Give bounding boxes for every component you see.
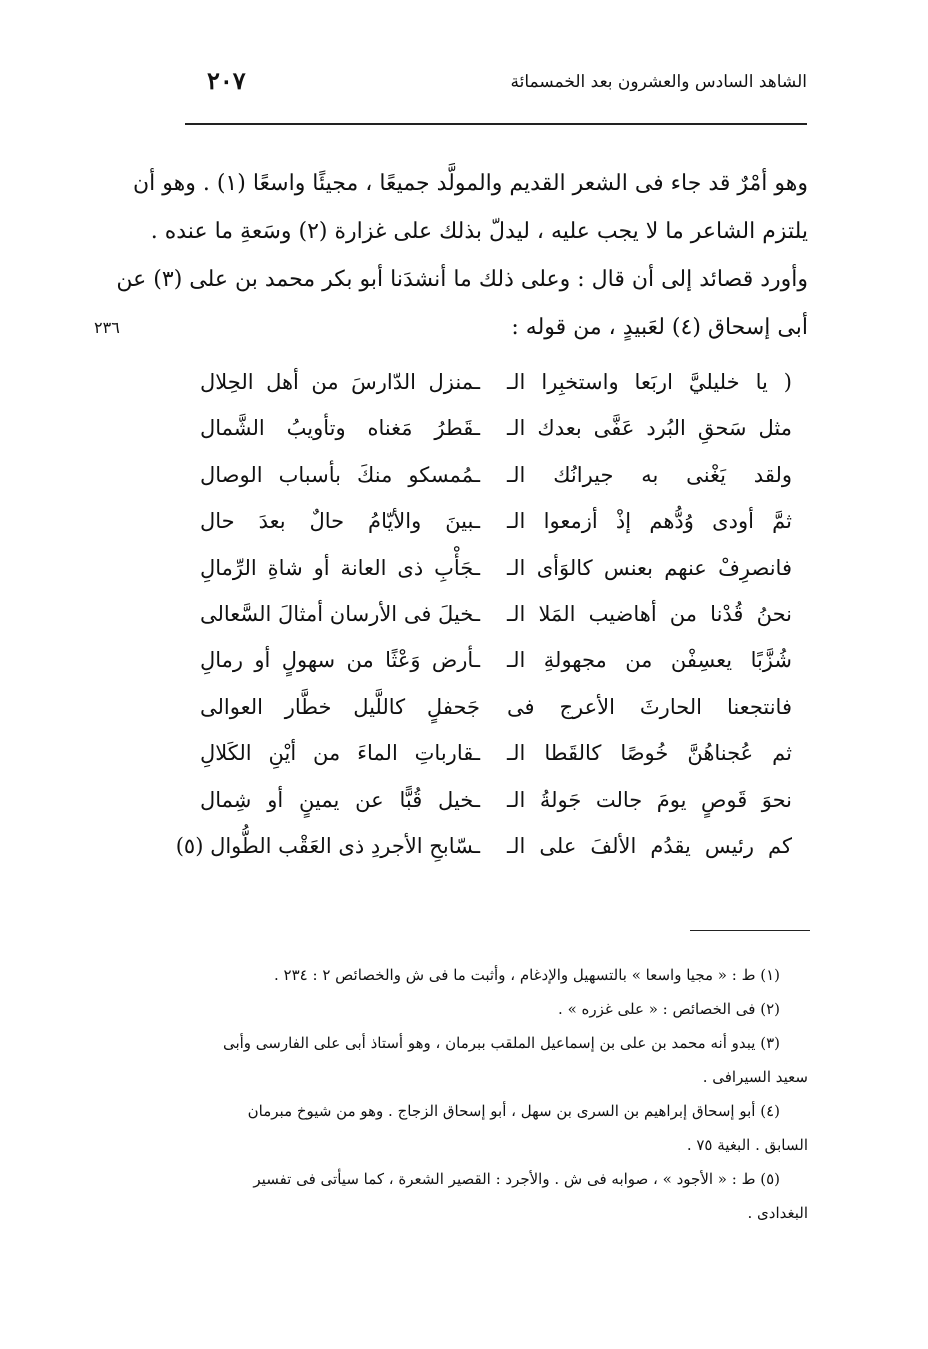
footnote-line: (٣) يبدو أنه محمد بن على بن إسماعيل الملقب ببرمان ، وهو أستاذ أبى على الفارسى وأبى [222,1034,780,1052]
verse-first-hemistich: مثل سَحقِ البُرد عَفَّى بعدك الـ [507,416,792,441]
poem [175,370,792,880]
verse-first-hemistich: كم رئيس يقدُم الألفَ على الـ [507,833,792,858]
verse-second-hemistich: ـقارباتِ الماءَ من أيْنِ الكَلالِ [200,741,480,766]
verse-first-hemistich: فانصرِفْ عنهم بعنس كالوَأى الـ [507,555,792,580]
verse-first-hemistich: شُزَّبًا يعسِفْن من مجهولةِ الـ [507,648,792,673]
running-header [185,66,807,106]
body-line: وهو أمْرٌ قد جاء فى الشعر القديم والمولَّد جميعًا ، مجيئًا واسعًا (١) . وهو أن [133,171,808,196]
footnote-line: (٤) أبو إسحاق إبراهيم بن السرى بن سهل ، أبو إسحاق الزجاج . وهو من شيوخ مبرمان [247,1102,780,1120]
footnote-3 [168,1026,808,1094]
poem-verse [200,648,792,694]
verse-first-hemistich: ( يا خليليَّ اربَعا واستخبِرا الـ [507,370,792,394]
body-paragraph [116,160,808,352]
poem-verse [200,370,792,416]
footnote-line: البغدادى . [747,1204,808,1222]
poem-verse [200,556,792,602]
poem-verse [200,741,792,787]
margin-page-reference: ٢٣٦ [94,318,120,337]
footnote-1 [168,958,808,992]
verse-first-hemistich: ثم عُجناهُنَّ خُوصًا كالقَطا الـ [507,741,792,766]
footnote-4 [168,1094,808,1162]
body-line: وأورد قصائد إلى أن قال : وعلى ذلك ما أنشدَنا أبو بكر محمد بن على (٣) عن [116,267,808,292]
body-line: يلتزم الشاعر ما لا يجب عليه ، ليدلّ بذلك على غزارة (٢) وسَعةِ ما عنده . [150,219,808,244]
poem-verse [200,416,792,462]
verse-second-hemistich: ـخيلَ فى الأرسان أمثالَ السَّعالى [199,601,480,626]
poem-verse [200,509,792,555]
verse-second-hemistich: جَحفلٍ كاللَّيل خطَّار العوالى [200,694,480,719]
verse-second-hemistich: ـقَطرُ مَغناه وتأويبُ الشَّمال [200,416,480,441]
poem-verse [200,602,792,648]
footnote-5 [168,1162,808,1230]
footnote-2 [168,992,808,1026]
poem-verse [200,695,792,741]
page-number: ٢٠٧ [207,66,246,95]
verse-second-hemistich: ـبينَ والأيّامُ حالٌ بعدَ حال [200,509,480,534]
verse-second-hemistich: ـخيل قُبًّا عن يمينٍ أو شِمال [200,787,480,812]
header-rule [185,123,807,125]
verse-second-hemistich: ـسّابحِ الأجردِ ذى العَقْب الطُّوال (٥) [175,833,480,858]
poem-verse [175,833,792,880]
running-title: الشاهد السادس والعشرون بعد الخمسمائة [510,72,807,92]
verse-second-hemistich: ـأرض وَعْثًا من سهولٍ أو رمالِ [200,648,480,673]
poem-verse [200,788,792,834]
footnote-line: (٢) فى الخصائص : « على غزره » . [558,1000,780,1018]
verse-first-hemistich: ولقد يَغْنى به جيرانُك الـ [507,462,792,487]
poem-verse [200,463,792,509]
verse-first-hemistich: فانتجعنا الحارثَ الأعرج فى [507,694,792,719]
footnote-line: السابق . البغية ٧٥ . [686,1136,808,1154]
verse-second-hemistich: ـمنزل الدّارسَ من أهل الحِلال [200,370,480,394]
footnote-line: (١) ط : « مجيا واسعا » بالتسهيل والإدغام ، وأثبت ما فى ش والخصائص ٢ : ٢٣٤ . [274,966,780,984]
footnote-line: سعيد السيرافى . [702,1068,808,1086]
verse-first-hemistich: ثمَّ أودى وُدُّهم إذْ أزمعوا الـ [507,509,792,534]
footnote-separator [690,930,810,931]
footnote-line: (٥) ط : « الأجود » ، صوابه فى ش . والأجرد : القصير الشعرة ، كما سيأتى فى تفسير [253,1170,780,1188]
verse-first-hemistich: نحوَ قَوصٍ يومَ جالت جَولةُ الـ [507,787,792,812]
footnotes [168,958,808,1230]
verse-second-hemistich: ـجَأْبِ ذى العانة أو شاةِ الرِّمالِ [200,555,480,580]
verse-second-hemistich: ـمُمسكو منكَ بأسباب الوصال [200,462,480,487]
body-line: أبى إسحاق (٤) لعَبيدٍ ، من قوله : [511,315,808,340]
verse-first-hemistich: نحنُ قُدْنا من أهاضيب المَلا الـ [507,601,792,626]
